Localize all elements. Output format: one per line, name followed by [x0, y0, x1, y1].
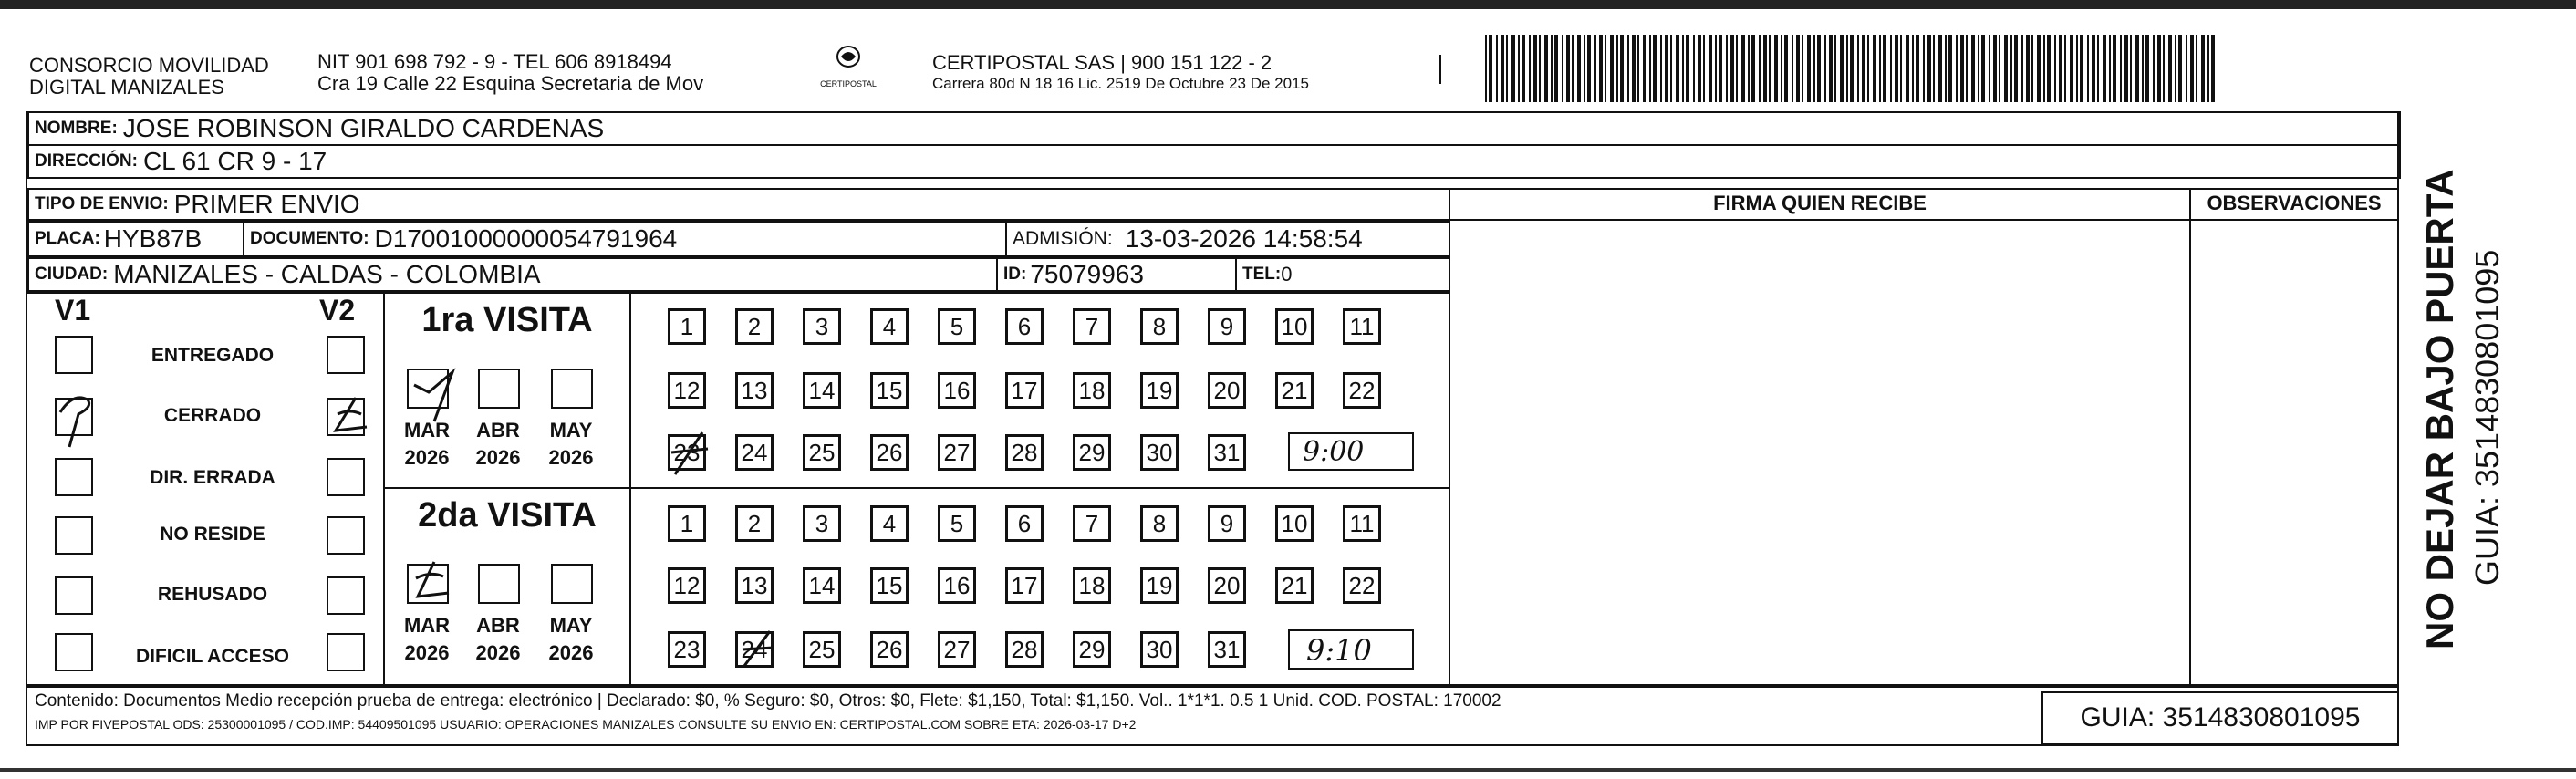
first-visit-day-11[interactable]: 11 [1343, 308, 1381, 345]
second-visit-day-14[interactable]: 14 [803, 567, 841, 604]
second-visit-day-8[interactable]: 8 [1140, 505, 1179, 542]
second-visit-title: 2da VISITA [418, 496, 597, 535]
status-rehusado: REHUSADO [157, 584, 268, 605]
second-visit-day-1[interactable]: 1 [668, 505, 706, 542]
v2-rehusado-checkbox[interactable] [327, 576, 365, 615]
visits-divider-2 [629, 292, 631, 686]
firma-column [1449, 188, 2191, 686]
second-visit-day-19[interactable]: 19 [1140, 567, 1179, 604]
first-visit-day-9[interactable]: 9 [1208, 308, 1246, 345]
admision-cell [1005, 221, 1450, 257]
company-line-1: CONSORCIO MOVILIDAD [29, 54, 269, 77]
second-visit-day-20[interactable]: 20 [1208, 567, 1246, 604]
v2-cerrado-mark-icon [319, 390, 383, 445]
first-visit-day-2[interactable]: 2 [735, 308, 774, 345]
second-visit-day-4[interactable]: 4 [870, 505, 909, 542]
first-visit-day-mark-icon [666, 425, 717, 489]
tipo-label: TIPO DE ENVIO: [35, 194, 169, 213]
first-visit-day-29[interactable]: 29 [1073, 434, 1111, 471]
visits-divider-horizontal [383, 487, 1450, 489]
first-visit-day-5[interactable]: 5 [938, 308, 976, 345]
direccion-label: DIRECCIÓN: [35, 151, 138, 171]
company-contact [317, 51, 703, 95]
first-visit-day-27[interactable]: 27 [938, 434, 976, 471]
first-visit-day-28[interactable]: 28 [1005, 434, 1044, 471]
v2-entregado-checkbox[interactable] [327, 336, 365, 374]
status-dir-errada: DIR. ERRADA [150, 467, 275, 488]
documento-cell [243, 221, 1007, 257]
id-value: 75079963 [1030, 260, 1144, 288]
second-visit-time-box[interactable] [1288, 629, 1414, 670]
status-no-reside: NO RESIDE [160, 524, 265, 545]
barcode [1485, 35, 2217, 102]
second-visit-month-box-abr[interactable] [478, 564, 520, 604]
second-visit-day-24[interactable]: 24 [735, 631, 774, 668]
first-visit-day-10[interactable]: 10 [1275, 308, 1314, 345]
ciudad-label: CIUDAD: [35, 265, 109, 284]
documento-label: DOCUMENTO: [250, 229, 369, 248]
v2-header: V2 [319, 294, 356, 327]
first-visit-day-14[interactable]: 14 [803, 372, 841, 409]
second-visit-month-abr: ABR [476, 614, 520, 637]
footer-contenido: Contenido: Documentos Medio recepción prueba de entrega: electrónico | Declarado: $0, % Seguro: $0, Otros: $0, Flete: $1,150, Total: $1,150. Vol.. 1*1*1. 0.5 1 Unid. COD. POSTAL: 170002 [35, 691, 1501, 711]
second-visit-year-may: 2026 [548, 641, 594, 664]
tipo-value: PRIMER ENVIO [173, 190, 360, 218]
second-visit-month-mar: MAR [403, 614, 451, 637]
barcode-icon [1485, 35, 2217, 102]
v1-dificil-acceso-checkbox[interactable] [55, 633, 93, 671]
certipostal-line-1: CERTIPOSTAL SAS | 900 151 122 - 2 [932, 51, 1272, 74]
first-visit-day-7[interactable]: 7 [1073, 308, 1111, 345]
second-visit-day-12[interactable]: 12 [668, 567, 706, 604]
observaciones-column [2189, 188, 2399, 686]
certipostal-logo [815, 44, 881, 88]
second-visit-day-23[interactable]: 23 [668, 631, 706, 668]
second-visit-day-3[interactable]: 3 [803, 505, 841, 542]
ciudad-value: MANIZALES - CALDAS - COLOMBIA [113, 260, 541, 288]
footer-imp: IMP POR FIVEPOSTAL ODS: 25300001095 / COD.IMP: 54409501095 USUARIO: OPERACIONES MANIZALES CONSULTE SU ENVIO EN: CERTIPOSTAL.COM SOBRE ETA: 2026-03-17 D+2 [35, 717, 1137, 732]
firma-header: FIRMA QUIEN RECIBE [1713, 192, 1927, 214]
nombre-label: NOMBRE: [35, 119, 118, 138]
header-divider [1439, 55, 1441, 84]
company-name [29, 55, 269, 99]
scan-edge-bottom [0, 768, 2576, 772]
second-visit-day-5[interactable]: 5 [938, 505, 976, 542]
second-visit-year-mar: 2026 [404, 641, 450, 664]
first-visit-month-box-may[interactable] [551, 369, 593, 409]
first-visit-day-16[interactable]: 16 [938, 372, 976, 409]
tel-label: TEL: [1242, 265, 1282, 284]
second-visit-day-26[interactable]: 26 [870, 631, 909, 668]
first-visit-title: 1ra VISITA [421, 301, 593, 339]
second-visit-day-22[interactable]: 22 [1343, 567, 1381, 604]
status-entregado: ENTREGADO [151, 345, 275, 366]
first-visit-day-21[interactable]: 21 [1275, 372, 1314, 409]
first-visit-day-20[interactable]: 20 [1208, 372, 1246, 409]
ciudad-cell [27, 257, 998, 292]
tel-value: 0 [1281, 263, 1293, 286]
first-visit-day-30[interactable]: 30 [1140, 434, 1179, 471]
second-visit-day-31[interactable]: 31 [1208, 631, 1246, 668]
certipostal-info [932, 51, 1309, 94]
scan-edge-top [0, 0, 2576, 9]
first-visit-time-box[interactable] [1288, 432, 1414, 471]
direccion-row [27, 144, 2401, 179]
status-dificil-acceso: DIFICIL ACCESO [135, 646, 289, 667]
first-visit-day-23[interactable]: 23 [668, 434, 706, 471]
first-visit-day-12[interactable]: 12 [668, 372, 706, 409]
second-visit-month-box-may[interactable] [551, 564, 593, 604]
first-visit-day-22[interactable]: 22 [1343, 372, 1381, 409]
first-visit-day-24[interactable]: 24 [735, 434, 774, 471]
observaciones-header-line [2189, 219, 2399, 221]
placa-cell [27, 221, 244, 257]
documento-value: D17001000000054791964 [374, 224, 678, 253]
first-visit-day-8[interactable]: 8 [1140, 308, 1179, 345]
nombre-row [27, 111, 2401, 146]
first-visit-month-mar: MAR [403, 419, 451, 441]
first-visit-time: 9:00 [1303, 436, 1365, 468]
second-visit-day-30[interactable]: 30 [1140, 631, 1179, 668]
second-visit-time: 9:10 [1306, 633, 1372, 668]
second-visit-day-9[interactable]: 9 [1208, 505, 1246, 542]
status-cerrado: CERRADO [163, 405, 262, 426]
nit-line: NIT 901 698 792 - 9 - TEL 606 8918494 [317, 50, 672, 73]
id-label: ID: [1003, 265, 1027, 284]
second-visit-year-abr: 2026 [475, 641, 521, 664]
first-visit-day-19[interactable]: 19 [1140, 372, 1179, 409]
certipostal-line-2: Carrera 80d N 18 16 Lic. 2519 De Octubre 23 De 2015 [932, 75, 1309, 92]
first-visit-day-25[interactable]: 25 [803, 434, 841, 471]
first-visit-day-3[interactable]: 3 [803, 308, 841, 345]
first-visit-month-may: MAY [549, 419, 593, 441]
first-visit-day-15[interactable]: 15 [870, 372, 909, 409]
direccion-value: CL 61 CR 9 - 17 [142, 147, 327, 175]
v1-header: V1 [55, 294, 91, 327]
logo-text: CERTIPOSTAL [820, 79, 877, 88]
side-guia: GUIA: 3514830801095 [2468, 249, 2506, 586]
second-visit-day-27[interactable]: 27 [938, 631, 976, 668]
placa-label: PLACA: [35, 229, 100, 248]
logo-icon [828, 44, 868, 75]
second-visit-day-13[interactable]: 13 [735, 567, 774, 604]
first-visit-year-may: 2026 [548, 446, 594, 469]
admision-value: 13-03-2026 14:58:54 [1125, 224, 1363, 253]
second-visit-day-15[interactable]: 15 [870, 567, 909, 604]
side-no-dejar: NO DEJAR BAJO PUERTA [2418, 169, 2461, 649]
footer-guia-box: GUIA: 3514830801095 [2041, 691, 2399, 744]
id-cell [996, 257, 1237, 292]
tel-cell [1235, 257, 1450, 292]
firma-header-line [1449, 219, 2191, 221]
v1-rehusado-checkbox[interactable] [55, 576, 93, 615]
first-visit-month-box-abr[interactable] [478, 369, 520, 409]
v1-entregado-checkbox[interactable] [55, 336, 93, 374]
v2-no-reside-checkbox[interactable] [327, 516, 365, 555]
second-visit-day-2[interactable]: 2 [735, 505, 774, 542]
second-visit-day-18[interactable]: 18 [1073, 567, 1111, 604]
first-visit-day-1[interactable]: 1 [668, 308, 706, 345]
second-visit-day-17[interactable]: 17 [1005, 567, 1044, 604]
v1-dir-errada-checkbox[interactable] [55, 458, 93, 496]
visits-divider-1 [383, 292, 385, 686]
second-visit-day-11[interactable]: 11 [1343, 505, 1381, 542]
nombre-value: JOSE ROBINSON GIRALDO CARDENAS [122, 114, 605, 142]
company-line-2: DIGITAL MANIZALES [29, 76, 224, 99]
v1-cerrado-mark-icon [46, 383, 119, 452]
first-visit-day-26[interactable]: 26 [870, 434, 909, 471]
first-visit-year-abr: 2026 [475, 446, 521, 469]
v1-no-reside-checkbox[interactable] [55, 516, 93, 555]
second-visit-day-21[interactable]: 21 [1275, 567, 1314, 604]
first-visit-day-31[interactable]: 31 [1208, 434, 1246, 471]
second-visit-day-7[interactable]: 7 [1073, 505, 1111, 542]
second-visit-month-mark-icon [403, 553, 463, 613]
address-line: Cra 19 Calle 22 Esquina Secretaria de Mov [317, 72, 704, 95]
placa-value: HYB87B [103, 224, 203, 253]
second-visit-day-mark-icon [733, 622, 784, 677]
observaciones-header: OBSERVACIONES [2207, 192, 2382, 214]
first-visit-day-13[interactable]: 13 [735, 372, 774, 409]
v2-dificil-acceso-checkbox[interactable] [327, 633, 365, 671]
second-visit-day-29[interactable]: 29 [1073, 631, 1111, 668]
second-visit-day-16[interactable]: 16 [938, 567, 976, 604]
first-visit-day-17[interactable]: 17 [1005, 372, 1044, 409]
first-visit-day-18[interactable]: 18 [1073, 372, 1111, 409]
admision-label: ADMISIÓN: [1013, 228, 1113, 249]
second-visit-day-25[interactable]: 25 [803, 631, 841, 668]
first-visit-month-mark-icon [403, 361, 463, 425]
second-visit-month-may: MAY [549, 614, 593, 637]
second-visit-day-10[interactable]: 10 [1275, 505, 1314, 542]
first-visit-month-abr: ABR [476, 419, 520, 441]
first-visit-day-4[interactable]: 4 [870, 308, 909, 345]
second-visit-day-6[interactable]: 6 [1005, 505, 1044, 542]
tipo-row [27, 188, 1450, 221]
first-visit-day-6[interactable]: 6 [1005, 308, 1044, 345]
first-visit-year-mar: 2026 [404, 446, 450, 469]
v2-dir-errada-checkbox[interactable] [327, 458, 365, 496]
second-visit-day-28[interactable]: 28 [1005, 631, 1044, 668]
